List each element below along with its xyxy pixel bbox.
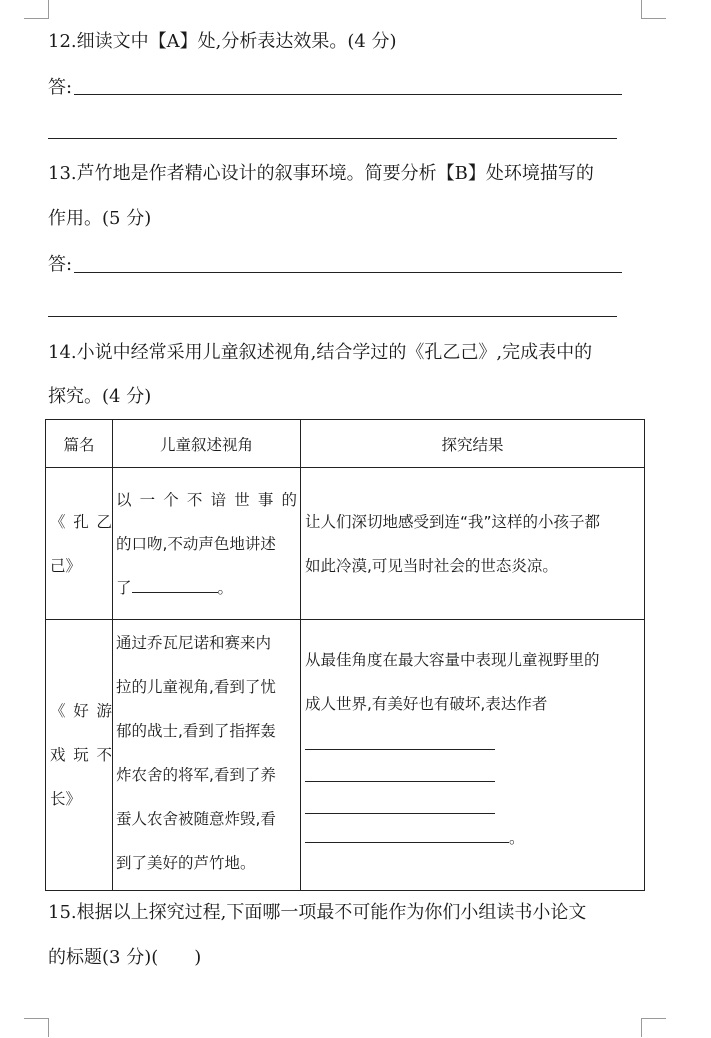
row1-perspective-line: 以一个不谙世事的 [116,490,297,509]
question-15-line-2: 的标题(3 分)( ) [48,947,202,968]
row2-title-cell [46,620,113,891]
row2-fill-blank[interactable] [305,767,495,782]
row1-perspective-line: 的口吻,不动声色地讲述 [116,534,276,553]
table-row [46,468,645,620]
question-13-line-2: 作用。(5 分) [48,208,152,229]
question-12: 12.细读文中【A】处,分析表达效果。(4 分) [48,31,397,52]
crop-mark-bottom-left [24,1018,49,1037]
row2-title-line: 戏玩不 [50,746,112,764]
row1-result-cell [301,468,645,620]
q13-answer-line-1 [74,272,622,273]
row1-result-line: 如此冷漠,可见当时社会的世态炎凉。 [305,556,558,575]
row2-perspective-cell [113,620,301,891]
q13-answer-label: 答: [48,254,73,275]
row2-fill-blank[interactable] [305,735,495,750]
row2-result-line: 成人世界,有美好也有破坏,表达作者 [305,695,548,713]
crop-mark-top-right [641,0,666,19]
row2-fill-blank[interactable] [305,799,495,814]
row2-perspective-line: 拉的儿童视角,看到了忧 [116,678,276,696]
crop-mark-top-left [24,0,49,19]
row2-title-line: 长》 [50,790,82,808]
row1-fill-blank[interactable] [132,578,218,593]
row2-perspective-line: 炸农舍的将军,看到了养 [116,766,276,784]
row2-title-line: 《好游 [50,702,112,720]
question-15-line-1: 15.根据以上探究过程,下面哪一项最不可能作为你们小组读书小论文 [48,902,587,923]
question-13-line-1: 13.芦竹地是作者精心设计的叙事环境。简要分析【B】处环境描写的 [48,163,594,184]
row2-perspective-line: 蚕人农舍被随意炸毁,看 [116,810,276,828]
table-header-row [46,420,645,468]
row2-perspective-line: 通过乔瓦尼诺和赛来内 [116,634,272,652]
crop-mark-bottom-right [641,1018,666,1037]
row1-perspective-end: 。 [217,578,234,597]
row1-result-line: 让人们深切地感受到连“我”这样的小孩子都 [305,512,601,531]
header-result: 探究结果 [301,420,645,468]
header-title: 篇名 [46,420,113,468]
table-row [46,620,645,891]
row1-perspective-cell [113,468,301,620]
row2-result-end: 。 [509,829,525,847]
row1-title-line: 《孔乙 [50,512,112,531]
q12-answer-line-2 [48,138,617,139]
row2-perspective-line: 郁的战士,看到了指挥轰 [116,722,276,740]
header-perspective: 儿童叙述视角 [113,420,301,468]
row1-perspective-line: 了 [116,578,132,597]
q13-answer-line-2 [48,316,617,317]
row2-fill-blank[interactable] [305,832,509,843]
q12-answer-line-1 [74,94,622,95]
question-14-line-2: 探究。(4 分) [48,386,152,407]
row1-title-line: 己》 [50,556,82,575]
row1-title-cell [46,468,113,620]
row2-perspective-line: 到了美好的芦竹地。 [116,854,256,872]
row2-result-cell [301,620,645,891]
q12-answer-label: 答: [48,77,73,98]
question-14-line-1: 14.小说中经常采用儿童叙述视角,结合学过的《孔乙己》,完成表中的 [48,342,593,363]
row2-result-line: 从最佳角度在最大容量中表现儿童视野里的 [305,651,600,669]
exploration-table [45,419,645,891]
